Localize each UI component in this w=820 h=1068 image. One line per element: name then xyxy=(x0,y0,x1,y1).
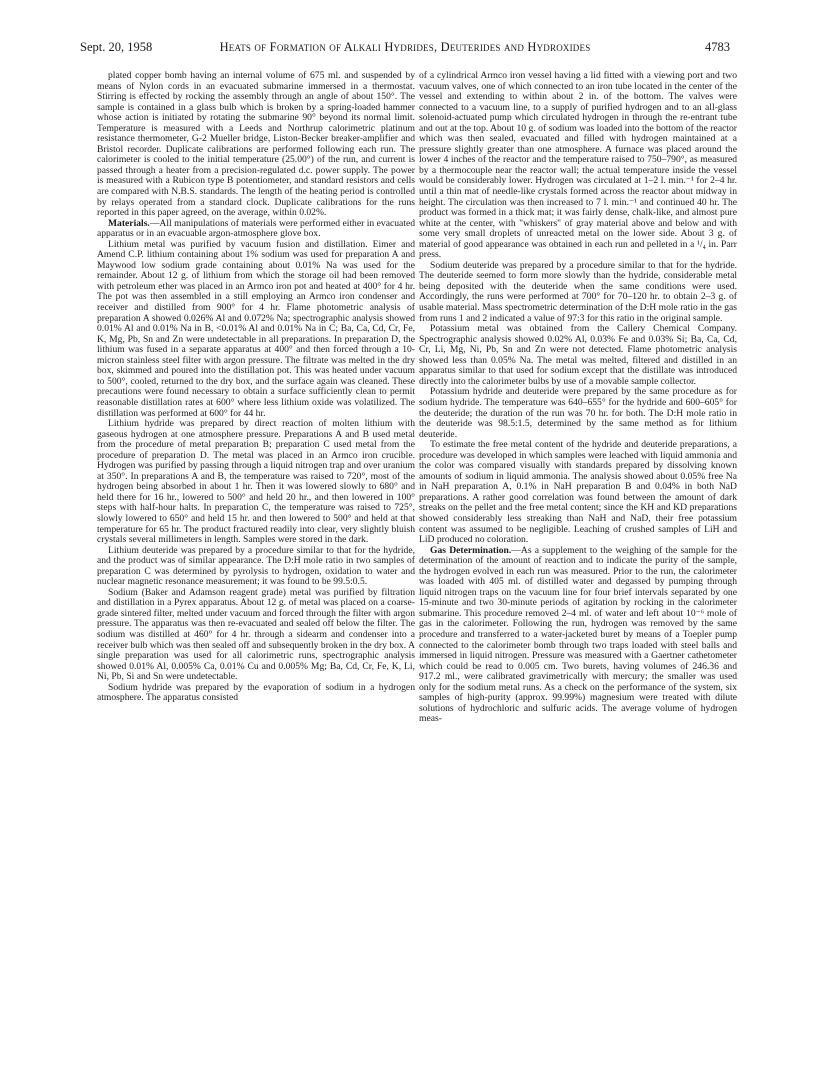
paragraph-text: Sodium hydride was prepared by the evaporation of sodium in a hydrogen atmosphere. The apparatus consisted xyxy=(97,681,415,704)
paragraph-text: Lithium deuteride was prepared by a procedure similar to that for the hydride, and the product was of similar appearance. The D:H mole ratio in two samples of preparation C was determined by pyrolysis to hydrogen, oxidation to water and nuclear magnetic resonance measurement; it was found to be 99.5:0.5. xyxy=(97,544,415,588)
paragraph xyxy=(419,261,737,324)
paragraph xyxy=(97,240,415,419)
page-number: 4783 xyxy=(705,40,730,54)
left-column xyxy=(97,71,415,704)
header-title: Heats of Formation of Alkali Hydrides, Deuterides and Hydroxides xyxy=(219,40,591,54)
paragraph-text: —All manipulations of materials were performed either in evacuated apparatus or in an evacuable argon-atmosphere glove box. xyxy=(97,217,415,240)
paragraph-text: Potassium metal was obtained from the Callery Chemical Company. Spectrographic analysis showed 0.02% Al, 0.03% Fe and 0.03% Si; Ba, Ca, Cd, Cr, Li, Mg, Ni, Pb, Sn and Zn were not detected. Flame photometric analysis showed less than 0.05% Na. The metal was melted, filtered and distilled in an apparatus similar to that used for sodium except that the distillate was introduced directly into the calorimeter bulbs by use of a movable sample collector. xyxy=(419,323,737,387)
paragraph-text: —As a supplement to the weighing of the sample for the determination of the amount of reaction and to indicate the purity of the sample, the hydrogen evolved in each run was measured. Prior to the run, the calorimeter was loaded with 405 ml. of distilled water and degassed by pumping through liquid nitrogen traps on the vacuum line for four brief intervals separated by one 15-minute and two 30-minute periods of agitation by rocking in the calorimeter submarine. This procedure removed 2–4 ml. of water and left about 10⁻⁶ mole of gas in the calorimeter. Following the run, hydrogen was removed by the same procedure and transferred to a water-jacketed buret by means of a Toepler pump connected to the calorimeter bomb through two traps loaded with steel balls and immersed in liquid nitrogen. Pressure was measured with a Gaertner cathetometer which could be read to 0.005 cm. Two burets, having volumes of 246.36 and 917.2 ml., were calibrated gravimetrically with mercury; the smaller was used only for the sodium metal runs. As a check on the performance of the system, six samples of high-purity (approx. 99.99%) magnesium were treated with dilute solutions of hydrochloric and sulfuric acids. The average volume of hydrogen meas- xyxy=(419,544,737,725)
section-heading: Gas Determination. xyxy=(430,544,512,556)
paragraph-text: Potassium hydride and deuteride were prepared by the same procedure as for sodium hydride. The temperature was 640–655° for the hydride and 600–605° for the deuteride; the duration of the run was 70 hr. for both. The D:H mole ratio in the deuteride was 98.5:1.5, determined by the same method as for lithium deuteride. xyxy=(419,386,737,440)
paragraph xyxy=(97,219,415,240)
paragraph xyxy=(419,387,737,440)
paragraph-text: plated copper bomb having an internal volume of 675 ml. and suspended by means of Nylon cords in an evacuated submarine immersed in a thermostat. Stirring is effected by rocking the assembly through an angle of about 150°. The sample is contained in a glass bulb which is broken by a spring-loaded hammer whose action is initiated by rotating the submarine 90° beyond its normal limit. Temperature is measured with a Leeds and Northrup calorimetric platinum resistance thermometer, G-2 Mueller bridge, Liston-Becker breaker-amplifier and Bristol recorder. Duplicate calibrations are performed following each run. The calorimeter is cooled to the initial temperature (25.00°) of the run, and current is passed through a heater from a precision-regulated d.c. power supply. The power is measured with a Rubicon type B potentiometer, and standard resistors and cells are compared with N.B.S. standards. The length of the heating period is controlled by relays operated from a standard clock. Duplicate calibrations for the runs reported in this paper agreed, on the average, within 0.02%. xyxy=(97,70,415,219)
paragraph xyxy=(419,71,737,261)
paragraph xyxy=(97,683,415,704)
paragraph xyxy=(419,440,737,545)
header-date: Sept. 20, 1958 xyxy=(80,40,153,54)
paragraph-text: Lithium metal was purified by vacuum fusion and distillation. Eimer and Amend C.P. lithium containing about 1% sodium was used for preparation A and Maywood low sodium grade containing about 0.01% Na was used for the remainder. About 12 g. of lithium from which the storage oil had been removed with petroleum ether was placed in an Armco iron pot and heated at 400° for 4 hr. The pot was then assembled in a still employing an Armco iron condenser and receiver and distilled from 900° for 4 hr. Flame photometric analysis of preparation A showed 0.026% Al and 0.072% Na; spectrographic analysis showed 0.01% Al and 0.01% Na in B, <0.01% Al and 0.01% Na in C; Ba, Ca, Cd, Cr, Fe, K, Mg, Pb, Sn and Zn were undetectable in all preparations. In preparation D, the lithium was fused in a separate apparatus at 400° and then forced through a 10-micron stainless steel filter with argon pressure. The filtrate was melted in the dry box, skimmed and poured into the distillation pot. This was heated under vacuum to 500°, cooled, returned to the dry box, and the surface again was cleaned. These precautions were found necessary to obtain a surface sufficiently clean to permit reasonable distillation rates at 600° where less lithium oxide was volatilized. The distillation was performed at 600° for 44 hr. xyxy=(97,238,415,419)
paragraph-text: Lithium hydride was prepared by direct reaction of molten lithium with gaseous hydrogen at one atmosphere pressure. Preparations A and B used metal from the procedure of metal preparation B; preparation C used metal from the procedure of preparation D. The metal was placed in an Armco iron crucible. Hydrogen was purified by passing through a liquid nitrogen trap and over uranium at 350°. In preparations A and B, the temperature was raised to 720°, most of the hydrogen being absorbed in about 1 hr. Then it was lowered slowly to 680° and held there for 16 hr., lowered to 500° and held 20 hr., and then lowered in 100° steps with half-hour halts. In preparation C, the temperature was raised to 725°, slowly lowered to 650° and held 15 hr. and then lowered to 500° and held at that temperature for 65 hr. The product fractured readily into clear, very slightly bluish crystals several millimeters in length. Samples were stored in the dark. xyxy=(97,418,415,546)
paragraph xyxy=(419,324,737,387)
paragraph xyxy=(419,546,737,725)
paragraph-text: of a cylindrical Armco iron vessel having a lid fitted with a viewing port and two vacuum valves, one of which connected to an iron tube located in the center of the vessel and extending to within about 2 in. of the bottom. The valves were connected to a vacuum line, to a supply of purified hydrogen and to an all-glass solenoid-actuated pump which circulated hydrogen in through the re-entrant tube and out at the top. About 10 g. of sodium was loaded into the bottom of the reactor which was then sealed, evacuated and filled with hydrogen maintained at a pressure slightly greater than one atmosphere. A furnace was placed around the lower 4 inches of the reactor and the temperature raised to 750–790°, as measured by a thermocouple near the reactor wall; the actual temperature inside the vessel would be considerably lower. Hydrogen was circulated at 1–2 l. min.⁻¹ for 2–4 hr. until a thin mat of needle-like crystals formed across the reactor about midway in height. The circulation was then increased to 7 l. min.⁻¹ and continued 40 hr. The product was formed in a thick mat; it was fairly dense, chalk-like, and almost pure white at the center, with "whiskers" of gray material above and below and with some very small droplets of unreacted metal on the lower side. About 3 g. of material of good appearance was obtained in each run and pelleted in a ¹/₄ in. Parr press. xyxy=(419,70,737,261)
paragraph xyxy=(97,71,415,219)
paragraph xyxy=(97,588,415,683)
paragraph-text: Sodium deuteride was prepared by a procedure similar to that for the hydride. The deuteride seemed to form more slowly than the hydride, considerable metal being deposited with the deuteride when the same conditions were used. Accordingly, the runs were performed at 700° for 70–120 hr. to obtain 2–3 g. of usable material. Mass spectrometric determination of the D:H mole ratio in the gas from runs 1 and 2 indicated a value of 97:3 for this ratio in the original sample. xyxy=(419,259,737,324)
running-header xyxy=(80,40,730,60)
right-column xyxy=(419,71,737,725)
paragraph-text: Sodium (Baker and Adamson reagent grade) metal was purified by filtration and distillation in a Pyrex apparatus. About 12 g. of metal was placed on a coarse-grade sintered filter, melted under vacuum and forced through the filter with argon pressure. The apparatus was then re-evacuated and sealed off below the filter. The sodium was distilled at 460° for 4 hr. through a sidearm and condenser into a receiver bulb which was then sealed off and subsequently broken in the dry box. A single preparation was used for all calorimetric runs, spectrographic analysis showed 0.01% Al, 0.005% Ca, 0.01% Cu and 0.005% Mg; Ba, Cd, Cr, Fe, K, Li, Ni, Pb, Si and Sn were undetectable. xyxy=(97,586,415,683)
paragraph xyxy=(97,546,415,588)
section-heading: Materials. xyxy=(108,217,150,229)
paragraph xyxy=(97,419,415,546)
paragraph-text: To estimate the free metal content of the hydride and deuteride preparations, a procedure was developed in which samples were leached with liquid ammonia and the color was compared visually with standards prepared by dissolving known amounts of sodium in liquid ammonia. The analysis showed about 0.05% free Na in NaH preparation A, 0.1% in NaH preparation B and 0.04% in both NaD preparations. A rather good correlation was found between the amount of dark streaks on the pellet and the free metal content; since the KH and KD preparations showed considerably less streaking than NaH and NaD, their free potassium content was assumed to be negligible. Leaching of crushed samples of LiH and LiD produced no coloration. xyxy=(419,439,737,546)
